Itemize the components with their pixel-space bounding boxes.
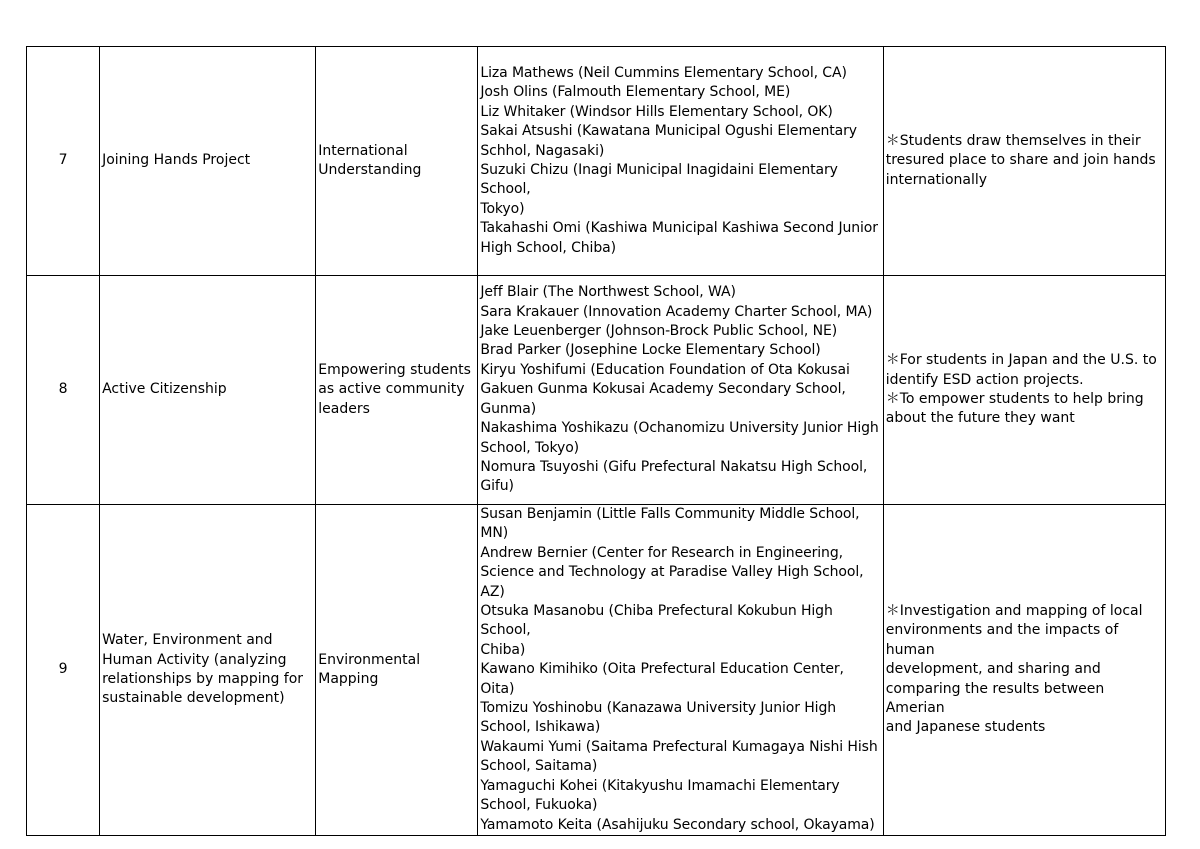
table-row <box>27 276 1166 505</box>
project-theme: International Understanding <box>316 47 478 276</box>
project-title: Joining Hands Project <box>100 47 316 276</box>
table-row <box>27 47 1166 276</box>
project-members: Susan Benjamin (Little Falls Community Middle School, MN) Andrew Bernier (Center for Research in Engineering, Science and Technology at Paradise Valley High School, AZ) Otsuka Masanobu (Chiba Prefectural Kokubun High School, Chiba) Kawano Kimihiko (Oita Prefectural Education Center, Oita) Tomizu Yoshinobu (Kanazawa University Junior High School, Ishikawa) Wakaumi Yumi (Saitama Prefectural Kumagaya Nishi Hish School, Saitama) Yamaguchi Kohei (Kitakyushu Imamachi Elementary School, Fukuoka) Yamamoto Keita (Asahijuku Secondary school, Okayama) <box>478 505 883 836</box>
project-members: Jeff Blair (The Northwest School, WA) Sara Krakauer (Innovation Academy Charter School, MA) Jake Leuenberger (Johnson-Brock Public School, NE) Brad Parker (Josephine Locke Elementary School) Kiryu Yoshifumi (Education Foundation of Ota Kokusai Gakuen Gunma Kokusai Academy Secondary School, Gunma) Nakashima Yoshikazu (Ochanomizu University Junior High School, Tokyo) Nomura Tsuyoshi (Gifu Prefectural Nakatsu High School, Gifu) <box>478 276 883 505</box>
project-members: Liza Mathews (Neil Cummins Elementary School, CA) Josh Olins (Falmouth Elementary School, ME) Liz Whitaker (Windsor Hills Elementary School, OK) Sakai Atsushi (Kawatana Municipal Ogushi Elementary Schhol, Nagasaki) Suzuki Chizu (Inagi Municipal Inagidaini Elementary School, Tokyo) Takahashi Omi (Kashiwa Municipal Kashiwa Second Junior High School, Chiba) <box>478 47 883 276</box>
project-number: 9 <box>27 505 100 836</box>
project-theme: Environmental Mapping <box>316 505 478 836</box>
project-title: Active Citizenship <box>100 276 316 505</box>
project-description: ＊Investigation and mapping of local environments and the impacts of human development, and sharing and comparing the results between Amerian and Japanese students <box>883 505 1165 836</box>
project-description: ＊Students draw themselves in their tresured place to share and join hands internationally <box>883 47 1165 276</box>
project-theme: Empowering students as active community leaders <box>316 276 478 505</box>
project-description: ＊For students in Japan and the U.S. to identify ESD action projects. ＊To empower students to help bring about the future they want <box>883 276 1165 505</box>
project-number: 8 <box>27 276 100 505</box>
project-number: 7 <box>27 47 100 276</box>
project-title: Water, Environment and Human Activity (analyzing relationships by mapping for sustainable development) <box>100 505 316 836</box>
table-row <box>27 505 1166 836</box>
project-table <box>26 46 1166 836</box>
